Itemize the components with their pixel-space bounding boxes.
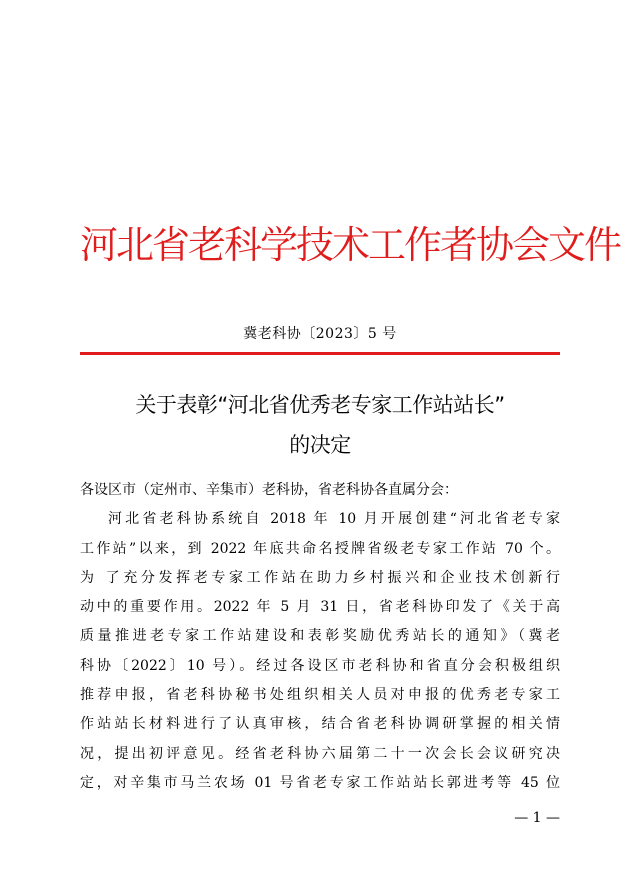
body-line: 定，对辛集市马兰农场 01 号省老专家工作站站长郭进考等 45 位 xyxy=(80,774,560,791)
body-line: 科协〔2022〕10 号）。经过各设区市老科协和省直分会积极组织 xyxy=(80,657,560,674)
red-separator-line xyxy=(80,352,560,355)
document-body xyxy=(80,476,560,798)
title-line-1: 关于表彰“河北省优秀老专家工作站站长” xyxy=(135,393,505,417)
page-number: — 1 — xyxy=(514,810,560,826)
body-line: 为 了充分发挥老专家工作站在助力乡村振兴和企业技术创新行 xyxy=(80,569,560,586)
document-title xyxy=(70,385,570,465)
body-line: 河北省老科协系统自 2018 年 10 月开展创建“河北省老专家 xyxy=(108,511,560,528)
body-line: 况，提出初评意见。经省老科协六届第二十一次会长会议研究决 xyxy=(80,745,560,762)
salutation-line: 各设区市（定州市、辛集市）老科协，省老科协各直属分会： xyxy=(80,482,458,498)
issuing-organization-header: 河北省老科学技术工作者协会文件 xyxy=(80,223,621,267)
document-number: 冀老科协〔2023〕5 号 xyxy=(243,326,397,342)
body-line: 推荐申报，省老科协秘书处组织相关人员对申报的优秀老专家工 xyxy=(80,687,560,704)
title-line-2: 的决定 xyxy=(289,433,351,457)
body-line: 动中的重要作用。2022 年 5 月 31 日，省老科协印发了《关于高 xyxy=(80,599,560,616)
body-line: 工作站”以来，到 2022 年底共命名授牌省级老专家工作站 70 个。 xyxy=(80,540,560,557)
body-line: 作站站长材料进行了认真审核，结合省老科协调研掌握的相关情 xyxy=(80,716,560,733)
body-line: 质量推进老专家工作站建设和表彰奖励优秀站长的通知》（冀老 xyxy=(80,628,560,645)
